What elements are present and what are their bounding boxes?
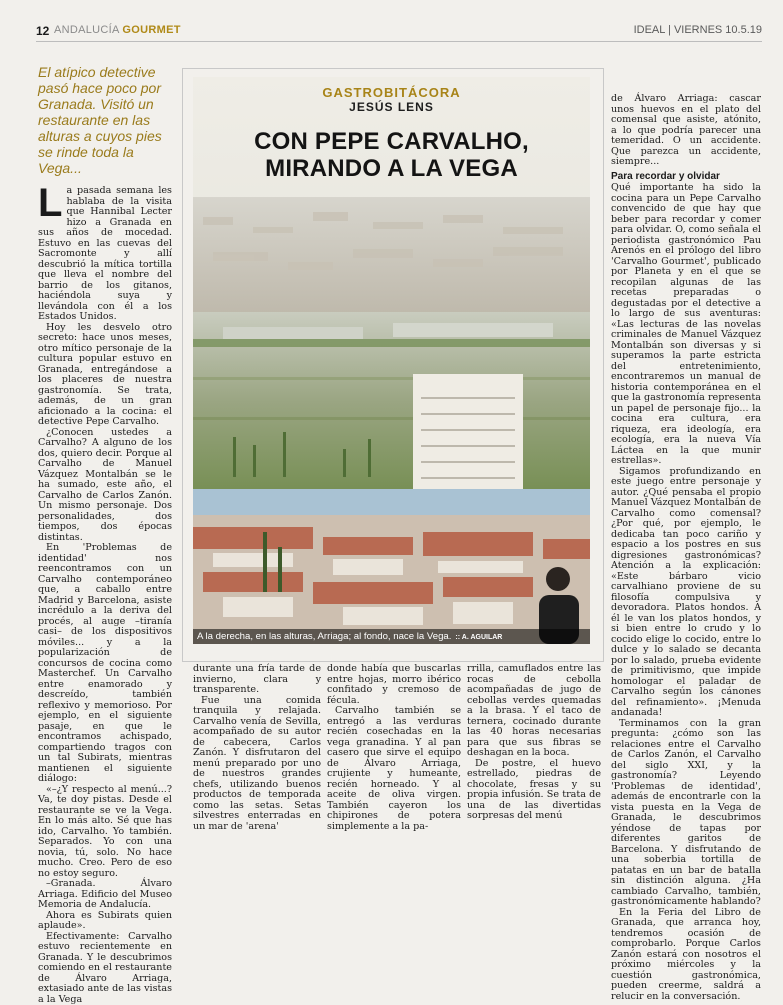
photo-caption	[193, 629, 590, 644]
photo-credit: :: A. AGUILAR	[455, 634, 502, 641]
page-number: 12	[36, 24, 49, 38]
column-below-3	[467, 664, 601, 780]
column-below-1	[193, 664, 321, 780]
paragraph: Fue una comida tranquila y relajada. Carvalho venía de Sevilla, acompañado de su autor de cabecera, Carlos Zanón. Y disfrutaron del menú preparado por uno de nuestros grandes chefs, utilizando buenos productos de temporada como las setas. Setas silvestres enterradas en un mar de 'arena'	[193, 696, 321, 833]
caption-text: A la derecha, en las alturas, Arriaga; al fondo, nace la Vega.	[197, 631, 451, 642]
paragraph: Terminamos con la gran pregunta: ¿cómo son las relaciones entre el Carvalho de Carlos Zanón, el Carvalho del siglo XXI, y la gastronomía? Leyendo 'Problemas de identidad', además de encontrarle con la vista puesta en la Vega de Granada, le descubrimos yéndose de tapas por diferentes garitos de Barcelona. Y disfrutando de una soberbia tortilla de patatas en un bar de batalla sin distinción alguna. ¿Ha cambiado Carvalho, también, gastronómicamente hablando?	[611, 719, 761, 908]
section-label	[54, 24, 181, 36]
article-headline	[193, 128, 590, 182]
section-prefix: ANDALUCÍA	[54, 24, 119, 36]
paragraph: Efectivamente: Carvalho estuvo recientemente en Granada. Y le descubrimos comiendo en el restaurante de Álvaro Arriaga, extasiado ante de las vistas a la Vega	[38, 932, 172, 1005]
paragraph: Ahora es Subirats quien aplaude».	[38, 911, 172, 932]
header-rule	[36, 41, 762, 42]
column-below-2	[327, 664, 461, 780]
paragraph: Hoy les desvelo otro secreto: hace unos meses, otro mítico personaje de la cultura popular estuvo en Granada, entregándose a los placeres de nuestra gastronomía. Se trata, además, de un gran aficionado a la cocina: el detective Pepe Carvalho.	[38, 323, 172, 428]
section-kicker: GASTROBITÁCORA	[193, 85, 590, 100]
headline-block	[193, 77, 590, 182]
headline-line-2: MIRANDO A LA VEGA	[193, 155, 590, 182]
paragraph: «–¿Y respecto al menú...? Va, te doy pistas. Desde el restaurante se ve la Vega. En lo más alto. Sé que has ido, Carvalho. Yo también. Separados. Yo con una novia, tú, solo. No hace mucho. Creo. Pero de eso no estoy seguro.	[38, 785, 172, 880]
dropcap: L	[38, 187, 62, 219]
section-name: GOURMET	[122, 24, 180, 36]
headline-line-1: CON PEPE CARVALHO,	[193, 128, 590, 155]
paragraph: de Álvaro Arriaga: cascar unos huevos en el plato del comensal que asiste, atónito, a lo que podría parecer una temeridad. O un accidente. Que parezca un accidente, siempre...	[611, 94, 761, 168]
column-left	[38, 186, 172, 780]
paragraph: durante una fría tarde de invierno, clara y transparente.	[193, 664, 321, 696]
paragraph: donde había que buscarlas entre hojas, morro ibérico confitado y cremoso de fécula.	[327, 664, 461, 706]
first-paragraph-text: a pasada semana les hablaba de la visita que Hannibal Lecter hizo a Granada en sus años de mocedad. Estuvo en las cuevas del Sacromonte y allí descubrió la mítica tortilla que lleva el nombre del barrio de los gitanos, haciéndola suya y llevándola con él a los Estados Unidos.	[38, 185, 172, 322]
author-byline: JESÚS LENS	[193, 100, 590, 114]
photo-credit-name: A. AGUILAR	[462, 634, 503, 641]
paragraph: Carvalho también se entregó a las verduras recién cosechadas en la vega granadina. Y al pan casero que sirve el equipo de Álvaro Arriaga, crujiente y humeante, recién horneado. Y al aceite de oliva virgen. También cayeron los chipirones de potera simplemente a la pa-	[327, 706, 461, 832]
column-right	[611, 94, 761, 780]
paragraph: Qué importante ha sido la cocina para un Pepe Carvalho convencido de que hay que beber para recordar y comer para olvidar. O, como señala el periodista gastronómico Pau Arenós en el prólogo del libro 'Carvalho Gourmet', publicado por Planeta y en el que se recopilan algunas de las recetas preparadas o degustadas por el detective a lo largo de sus aventuras: «Las lecturas de las novelas criminales de Manuel Vázquez Montalbán son diversas y si superamos la parte estricta del entretenimiento, encontraremos un manual de historia contemporánea en el que la gastronomía representa un papel de personaje fijo... la cocina era cultura, era riqueza, era ideología, era ecología, era la nueva Vía Láctea en la que munir estrellas».	[611, 183, 761, 467]
edition-date: IDEAL | VIERNES 10.5.19	[634, 24, 762, 36]
portrait-head	[546, 567, 570, 591]
article-photo	[193, 77, 590, 644]
paragraph: En la Feria del Libro de Granada, que arranca hoy, tendremos ocasión de comprobarlo. Porque Carlos Zanón estará con nosotros el próximo miércoles y la cuestión gastronómica, pueden creerme, saldrá a relucir en la conversación.	[611, 908, 761, 1003]
paragraph: –Granada. Álvaro Arriaga. Edificio del Museo Memoria de Andalucía.	[38, 879, 172, 911]
paragraph: De postre, el huevo estrellado, piedras de chocolate, fresas y su propia infusión. Se trata de una de las divertidas sorpresas del menú	[467, 759, 601, 822]
subheading: Para recordar y olvidar	[611, 172, 761, 183]
page-header	[36, 24, 762, 40]
paragraph: rrilla, camuflados entre las rocas de cebolla acompañadas de jugo de cebollas verdes quemadas a la brasa. Y el taco de ternera, cocinado durante las 40 horas necesarias para que sus fibras se deshagan en la boca.	[467, 664, 601, 759]
first-paragraph	[38, 186, 172, 323]
paragraph: ¿Conocen ustedes a Carvalho? A alguno de los dos, quiero decir. Porque al Carvalho de Manuel Vázquez Montalbán se le ha sumado, este año, el Carvalho de Carlos Zanón. Un mismo personaje. Dos personalidades, dos tiempos, dos épocas distintas.	[38, 428, 172, 544]
lede: El atípico detective pasó hace poco por Granada. Visitó un restaurante en las alturas a cuyos pies se rinde toda la Vega...	[38, 64, 166, 176]
paragraph: Sigamos profundizando en este juego entre personaje y autor. ¿Qué pensaba el propio Manuel Vázquez Montalbán de Carvalho como comensal? ¿Por qué, por ejemplo, le dedicaba tan poco cariño y espacio a los postres en sus digresiones gastronómicas? Atención a la explicación: «Este bárbaro vicio carvalhiano proviene de su filosofía compulsiva y devoradora. Platos hondos. A él le van los platos hondos, y si bien entre lo crudo y lo cocido elige lo cocido, entre lo dulce y lo salado se decanta por lo salado, prueba evidente de primitivismo, que impide homologar el paladar de Carvalho según los cánones del refinamiento». ¡Menuda andanada!	[611, 467, 761, 719]
paragraph: En 'Problemas de identidad' nos reencontramos con un Carvalho contemporáneo que, a caballo entre Madrid y Barcelona, asiste incrédulo a la deriva del procés, al auge –tiranía casi– de los dispositivos móviles... y a la popularización de concursos de cocina como Masterchef. Un Carvalho entre enamorado y descreído, también reflexivo y memorioso. Por ejemplo, en el siguiente pasaje, en que le encontramos achispado, compartiendo tragos con un tal Subirats, mientras mantienen el siguiente diálogo:	[38, 543, 172, 785]
